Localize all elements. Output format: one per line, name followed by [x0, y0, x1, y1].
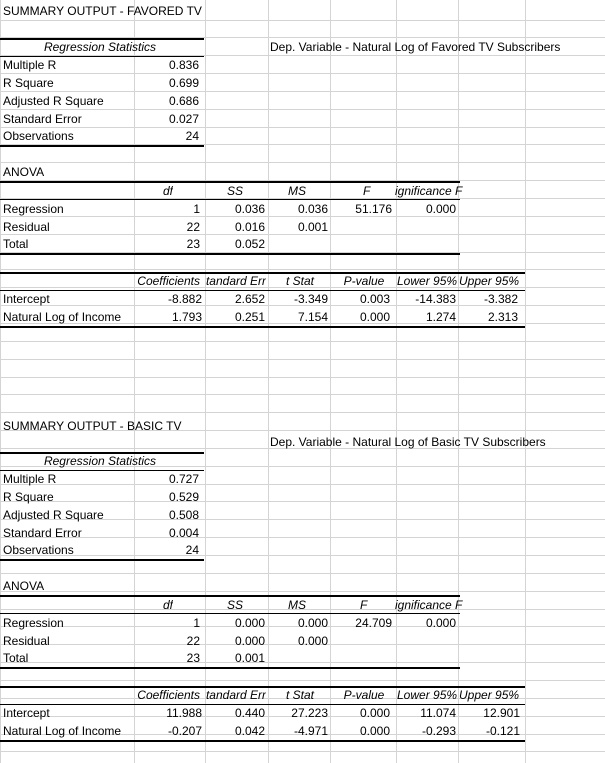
- coef-header-t-stat[interactable]: t Stat: [285, 688, 314, 702]
- anova-df[interactable]: 23: [186, 651, 200, 665]
- anova-header-ss[interactable]: SS: [227, 598, 244, 612]
- coef-value[interactable]: 11.074: [420, 706, 456, 720]
- coef-header-coefficients[interactable]: Coefficients: [137, 274, 200, 288]
- anova-header-df[interactable]: df: [162, 598, 173, 612]
- table-border-line: [0, 559, 204, 561]
- coef-value[interactable]: 0.251: [234, 310, 265, 324]
- table-border-line: [0, 686, 525, 688]
- coef-value[interactable]: -14.383: [415, 292, 456, 306]
- coef-value[interactable]: -0.293: [421, 724, 456, 738]
- coef-value[interactable]: 2.652: [234, 292, 265, 306]
- table-border-line: [0, 181, 460, 183]
- anova-ss[interactable]: 0.000: [234, 616, 265, 630]
- coef-value[interactable]: -3.349: [293, 292, 328, 306]
- coef-row-label[interactable]: Natural Log of Income: [3, 310, 122, 324]
- coef-row-label[interactable]: Intercept: [3, 706, 50, 720]
- anova-f[interactable]: 24.709: [355, 616, 392, 630]
- coef-header-p-value[interactable]: P-value: [343, 274, 385, 288]
- stat-value[interactable]: 0.699: [168, 76, 199, 90]
- coef-header-coefficients[interactable]: Coefficients: [137, 688, 200, 702]
- stat-value[interactable]: 0.027: [168, 112, 199, 126]
- table-border-line: [0, 452, 204, 454]
- anova-ss[interactable]: 0.001: [234, 651, 265, 665]
- stat-label[interactable]: R Square: [3, 76, 54, 90]
- stat-label[interactable]: Observations: [3, 129, 74, 143]
- stat-value[interactable]: 0.508: [168, 508, 199, 522]
- table-border-line: [0, 740, 525, 742]
- anova-header-ms[interactable]: MS: [288, 598, 306, 612]
- stat-label[interactable]: Standard Error: [3, 526, 82, 540]
- dep-variable-favored[interactable]: Dep. Variable - Natural Log of Favored TV Subscribers: [270, 40, 561, 54]
- stat-label[interactable]: Multiple R: [3, 472, 57, 486]
- anova-ms[interactable]: 0.000: [297, 634, 328, 648]
- coef-header-t-stat[interactable]: t Stat: [285, 274, 314, 288]
- stat-value[interactable]: 0.727: [168, 472, 199, 486]
- anova-header-significance-f[interactable]: ignificance F: [395, 598, 463, 612]
- anova-ms[interactable]: 0.000: [297, 616, 328, 630]
- coef-value[interactable]: 1.274: [425, 310, 456, 324]
- table-border-line: [0, 613, 460, 614]
- anova-header-ms[interactable]: MS: [288, 184, 306, 198]
- stat-label[interactable]: Standard Error: [3, 112, 82, 126]
- coef-header-lower-95[interactable]: Lower 95%: [397, 688, 458, 702]
- anova-ss[interactable]: 0.052: [234, 237, 265, 251]
- table-border-line: [0, 272, 525, 274]
- stat-value[interactable]: 0.529: [168, 490, 199, 504]
- coef-header-p-value[interactable]: P-value: [343, 688, 385, 702]
- anova-df[interactable]: 23: [186, 237, 200, 251]
- table-border-line: [0, 290, 525, 291]
- stat-value[interactable]: 24: [185, 129, 199, 143]
- anova-df[interactable]: 1: [193, 202, 200, 216]
- table-border-line: [0, 199, 460, 200]
- dep-variable-basic[interactable]: Dep. Variable - Natural Log of Basic TV Subscribers: [270, 435, 546, 449]
- coef-value[interactable]: -0.207: [167, 724, 202, 738]
- anova-row-label[interactable]: Residual: [3, 220, 50, 234]
- coef-value[interactable]: 12.901: [483, 706, 520, 720]
- summary-title-favored[interactable]: SUMMARY OUTPUT - FAVORED TV: [3, 4, 202, 18]
- coef-value[interactable]: 0.440: [234, 706, 265, 720]
- anova-header-f[interactable]: F: [363, 184, 371, 198]
- table-border-line: [0, 704, 525, 705]
- anova-row-label[interactable]: Total: [3, 651, 29, 665]
- anova-ms[interactable]: 0.036: [297, 202, 328, 216]
- anova-significance[interactable]: 0.000: [425, 616, 456, 630]
- anova-ms[interactable]: 0.001: [297, 220, 328, 234]
- table-border-line: [0, 253, 460, 255]
- coef-header-std-error[interactable]: tandard Err: [205, 688, 266, 702]
- coef-value[interactable]: 0.000: [359, 310, 390, 324]
- regression-statistics-header[interactable]: Regression Statistics: [43, 454, 157, 468]
- anova-significance[interactable]: 0.000: [425, 202, 456, 216]
- anova-row-label[interactable]: Total: [3, 237, 29, 251]
- coef-header-upper-95[interactable]: Upper 95%: [459, 688, 520, 702]
- table-border-line: [0, 326, 525, 328]
- anova-f[interactable]: 51.176: [355, 202, 392, 216]
- coef-value[interactable]: 0.003: [359, 292, 390, 306]
- anova-header-f[interactable]: F: [360, 598, 368, 612]
- stat-label[interactable]: Adjusted R Square: [3, 94, 104, 108]
- coef-row-label[interactable]: Natural Log of Income: [3, 724, 122, 738]
- coef-header-std-error[interactable]: tandard Err: [205, 274, 266, 288]
- stat-value[interactable]: 24: [185, 543, 199, 557]
- coef-value[interactable]: 11.988: [166, 706, 202, 720]
- coef-value[interactable]: 7.154: [297, 310, 328, 324]
- stat-value[interactable]: 0.686: [168, 94, 199, 108]
- coef-header-upper-95[interactable]: Upper 95%: [459, 274, 520, 288]
- table-border-line: [0, 470, 204, 471]
- coef-row-label[interactable]: Intercept: [3, 292, 50, 306]
- coef-value[interactable]: -4.971: [293, 724, 328, 738]
- anova-header-ss[interactable]: SS: [227, 184, 244, 198]
- anova-row-label[interactable]: Regression: [3, 616, 64, 630]
- coef-value[interactable]: -3.382: [483, 292, 518, 306]
- table-border-line: [0, 667, 460, 669]
- coef-value[interactable]: 0.000: [359, 706, 390, 720]
- anova-row-label[interactable]: Regression: [3, 202, 64, 216]
- coef-header-lower-95[interactable]: Lower 95%: [397, 274, 458, 288]
- coef-value[interactable]: 0.000: [359, 724, 390, 738]
- coef-value[interactable]: 0.042: [234, 724, 265, 738]
- coef-value[interactable]: -8.882: [167, 292, 202, 306]
- anova-ss[interactable]: 0.000: [234, 634, 265, 648]
- anova-title[interactable]: ANOVA: [3, 579, 45, 593]
- stat-label[interactable]: Observations: [3, 543, 74, 557]
- anova-row-label[interactable]: Residual: [3, 634, 50, 648]
- coef-value[interactable]: -0.121: [485, 724, 520, 738]
- table-border-line: [0, 38, 204, 40]
- table-border-line: [0, 595, 460, 597]
- anova-title[interactable]: ANOVA: [3, 165, 45, 179]
- anova-df[interactable]: 1: [193, 616, 200, 630]
- stat-value[interactable]: 0.004: [168, 526, 199, 540]
- table-border-line: [0, 56, 204, 57]
- coef-value[interactable]: 2.313: [487, 310, 518, 324]
- stat-label[interactable]: R Square: [3, 490, 54, 504]
- table-border-line: [0, 145, 204, 147]
- stat-label[interactable]: Adjusted R Square: [3, 508, 104, 522]
- regression-statistics-header[interactable]: Regression Statistics: [43, 40, 157, 54]
- stat-value[interactable]: 0.836: [168, 58, 199, 72]
- anova-ss[interactable]: 0.016: [234, 220, 265, 234]
- anova-df[interactable]: 22: [186, 634, 200, 648]
- anova-df[interactable]: 22: [186, 220, 200, 234]
- anova-ss[interactable]: 0.036: [234, 202, 265, 216]
- coef-value[interactable]: 27.223: [291, 706, 328, 720]
- summary-title-basic[interactable]: SUMMARY OUTPUT - BASIC TV: [3, 419, 182, 433]
- anova-header-significance-f[interactable]: ignificance F: [395, 184, 463, 198]
- stat-label[interactable]: Multiple R: [3, 58, 57, 72]
- coef-value[interactable]: 1.793: [171, 310, 202, 324]
- anova-header-df[interactable]: df: [162, 184, 173, 198]
